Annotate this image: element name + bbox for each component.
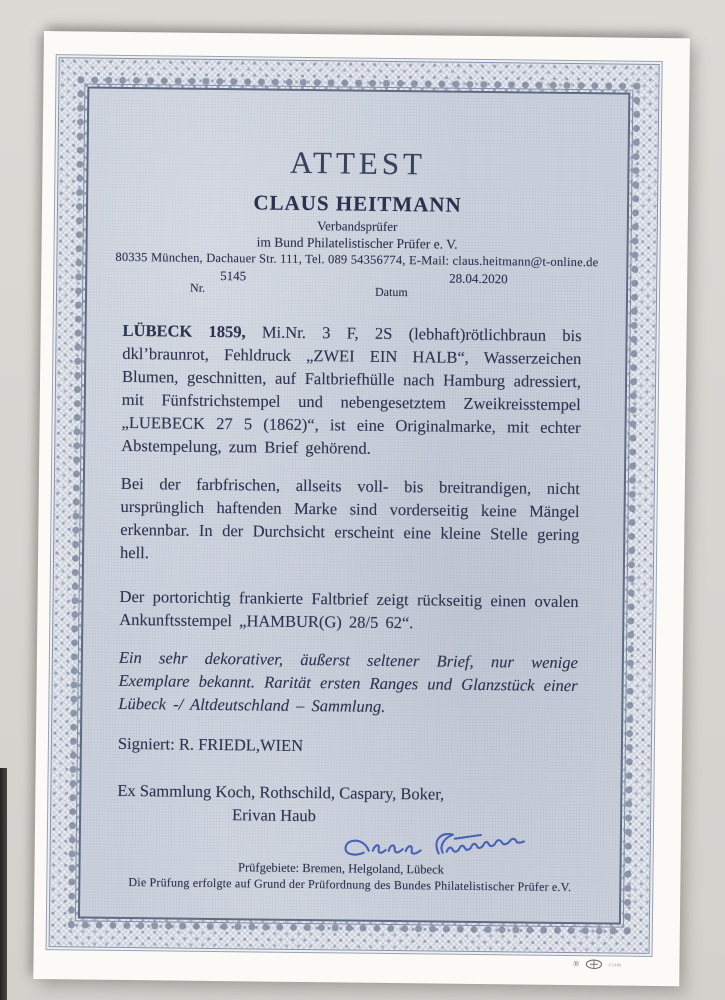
signature-claus-heitmann bbox=[339, 829, 549, 867]
certificate-body bbox=[82, 319, 625, 721]
paragraph-description bbox=[121, 319, 582, 462]
printer-microtext: ©1980 bbox=[608, 961, 622, 968]
examiner-association: im Bund Philatelistischer Prüfer e. V. bbox=[256, 234, 458, 252]
handwritten-signature-icon bbox=[339, 829, 549, 867]
certificate-number-row bbox=[87, 267, 626, 309]
examiner-name: CLAUS HEITMANN bbox=[253, 190, 462, 217]
certificate-date: 28.04.2020 bbox=[449, 270, 508, 287]
expertise-areas-line: Prüfgebiete: Bremen, Helgoland, Lübeck bbox=[238, 860, 445, 877]
paragraph-condition: Bei der farbfrischen, allseits voll- bis breitrandigen, nicht ursprünglich haftenden Marke sind vorderseitig keine Mängel erkennbar. In der Durchsicht erscheint eine kleine Stelle gering hell. bbox=[119, 473, 580, 563]
provenance-line-1: Ex Sammlung Koch, Rothschild, Caspary, Boker, bbox=[117, 780, 445, 804]
oval-security-printer-logo-icon bbox=[585, 959, 602, 969]
printer-mark bbox=[573, 959, 621, 970]
item-description: Mi.Nr. 3 F, 2S (lebhaft)rötlichbraun bis dkl’braunrot, Fehldruck „ZWEI EIN HALB“, Wasserzeichen Blumen, geschnitten, auf Faltbriefhülle nach Hamburg adressiert, mit Fünfstrichstempel und nebengesetztem Zweikreisstempel „LUEBECK 27 5 (1862)“, ist eine Originalmarke, mit echter Abstempelung, zum Brief gehörend. bbox=[121, 322, 582, 458]
certificate-number: 5145 bbox=[220, 268, 247, 284]
examiner-address: 80335 München, Dachauer Str. 111, Tel. 089 54356774, E-Mail: claus.heitmann@t-online.de bbox=[115, 249, 599, 270]
paragraph-rarity-note: Ein sehr dekorativer, äußerst seltener Brief, nur wenige Exemplare bekannt. Rarität ersten Ranges und Glanzstück einer Lübeck -/ Altdeutschland – Sammlung. bbox=[118, 647, 578, 716]
certificate-paper bbox=[33, 31, 690, 986]
provenance-block bbox=[117, 779, 576, 830]
legal-basis-line: Die Prüfung erfolgte auf Grund der Prüfordnung des Bundes Philatelistischer Prüfer e.V. bbox=[128, 875, 572, 895]
certificate-date-label: Datum bbox=[374, 284, 408, 300]
page-title: ATTEST bbox=[289, 144, 427, 182]
scanner-edge bbox=[0, 768, 7, 1000]
provenance-line-2: Erivan Haub bbox=[232, 805, 317, 826]
guilloche-border bbox=[49, 57, 660, 954]
certificate-field bbox=[78, 86, 630, 924]
item-title: LÜBECK 1859, bbox=[122, 320, 246, 342]
registered-trademark-icon: ® bbox=[573, 959, 580, 969]
certificate-document bbox=[79, 143, 627, 977]
paragraph-postmark: Der portorichtig frankierte Faltbrief zeigt rückseitig einen ovalen Ankunftsstempel „HAMBUR(G) 28/5 62“. bbox=[119, 586, 579, 633]
certificate-number-label: Nr. bbox=[190, 280, 206, 295]
signed-by-line: Signiert: R. FRIEDL,WIEN bbox=[117, 733, 304, 755]
examiner-role: Verbandsprüfer bbox=[317, 218, 398, 235]
